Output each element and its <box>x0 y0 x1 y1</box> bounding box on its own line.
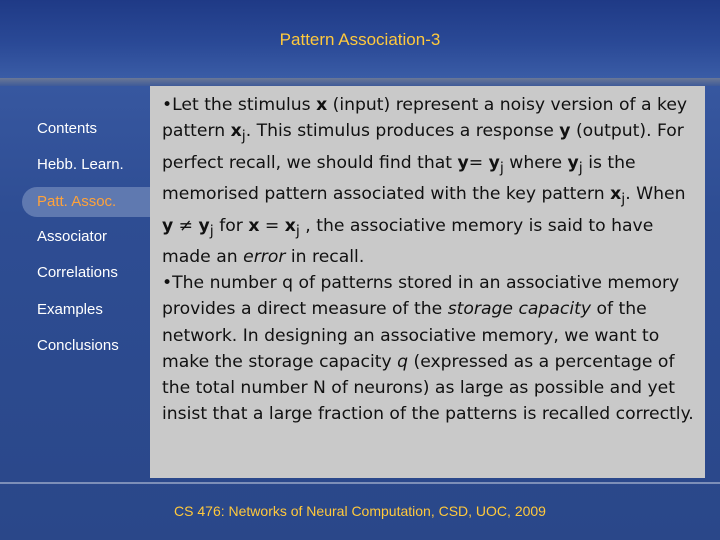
text-run: (input) represent a noisy version of a key pattern <box>162 95 688 142</box>
symbol-y: y <box>457 152 469 173</box>
symbol-x: x <box>316 95 328 115</box>
symbol-x: x <box>230 121 242 142</box>
text-run: Let the stimulus <box>172 95 317 115</box>
sidebar-item-hebb-learn[interactable]: Hebb. Learn. <box>37 156 124 173</box>
title-separator <box>0 78 720 86</box>
sidebar-nav <box>0 96 148 476</box>
symbol-y: y <box>559 121 571 142</box>
subscript-j: j <box>241 128 246 145</box>
subscript-j: j <box>295 223 300 240</box>
symbol-y: y <box>488 152 500 173</box>
text-run: is the memorised pattern associated with the key pattern <box>162 152 636 205</box>
sidebar-item-examples[interactable]: Examples <box>37 301 103 318</box>
not-equal-sign: ≠ <box>173 215 199 236</box>
sidebar-item-patt-assoc[interactable]: Patt. Assoc. <box>22 187 150 217</box>
text-run: , the associative memory is said to have made an <box>162 215 654 268</box>
term-storage-capacity: storage capacity <box>447 299 592 320</box>
text-run: . This stimulus produces a response <box>245 121 560 142</box>
subscript-j: j <box>578 160 583 177</box>
term-error: error <box>243 247 286 268</box>
subscript-j: j <box>209 223 214 240</box>
sidebar-item-associator[interactable]: Associator <box>37 228 108 245</box>
equals-sign: = <box>259 215 285 236</box>
sidebar-item-correlations[interactable]: Correlations <box>37 264 118 281</box>
text-run: of the network. In designing an associative memory, we want to make the storage capacity <box>162 299 660 372</box>
slide-body <box>162 92 702 427</box>
subscript-j: j <box>499 160 504 177</box>
text-run: (expressed as a percentage of the total number N of neurons) as large as possible and yet insist that a large fraction of the patterns is recalled correctly. <box>162 351 694 424</box>
equals-sign: = <box>468 152 484 173</box>
bullet: • <box>162 95 173 115</box>
subscript-j: j <box>621 191 626 208</box>
text-run: where <box>503 152 568 173</box>
text-run: The number q of patterns stored in an associative memory provides a direct measure of the <box>162 273 680 320</box>
symbol-q: q <box>397 351 409 372</box>
symbol-y: y <box>198 215 210 236</box>
symbol-x: x <box>248 215 260 236</box>
text-run: . When <box>625 184 686 205</box>
paragraph-error-recall <box>162 92 702 270</box>
text-run: (output). For perfect recall, we should find that <box>162 121 684 173</box>
footer-separator <box>0 482 720 484</box>
sidebar-item-conclusions[interactable]: Conclusions <box>37 337 119 354</box>
slide-title: Pattern Association-3 <box>279 30 441 49</box>
symbol-x: x <box>610 184 622 205</box>
slide-footer: CS 476: Networks of Neural Computation, CSD, UOC, 2009 <box>174 503 546 519</box>
paragraph-storage-capacity <box>162 270 702 427</box>
bullet: • <box>162 273 173 294</box>
symbol-y: y <box>567 152 579 173</box>
symbol-y: y <box>162 215 174 236</box>
symbol-x: x <box>284 215 296 236</box>
text-run: for <box>213 215 249 236</box>
sidebar-item-contents[interactable]: Contents <box>37 120 98 137</box>
text-run: in recall. <box>285 247 365 268</box>
